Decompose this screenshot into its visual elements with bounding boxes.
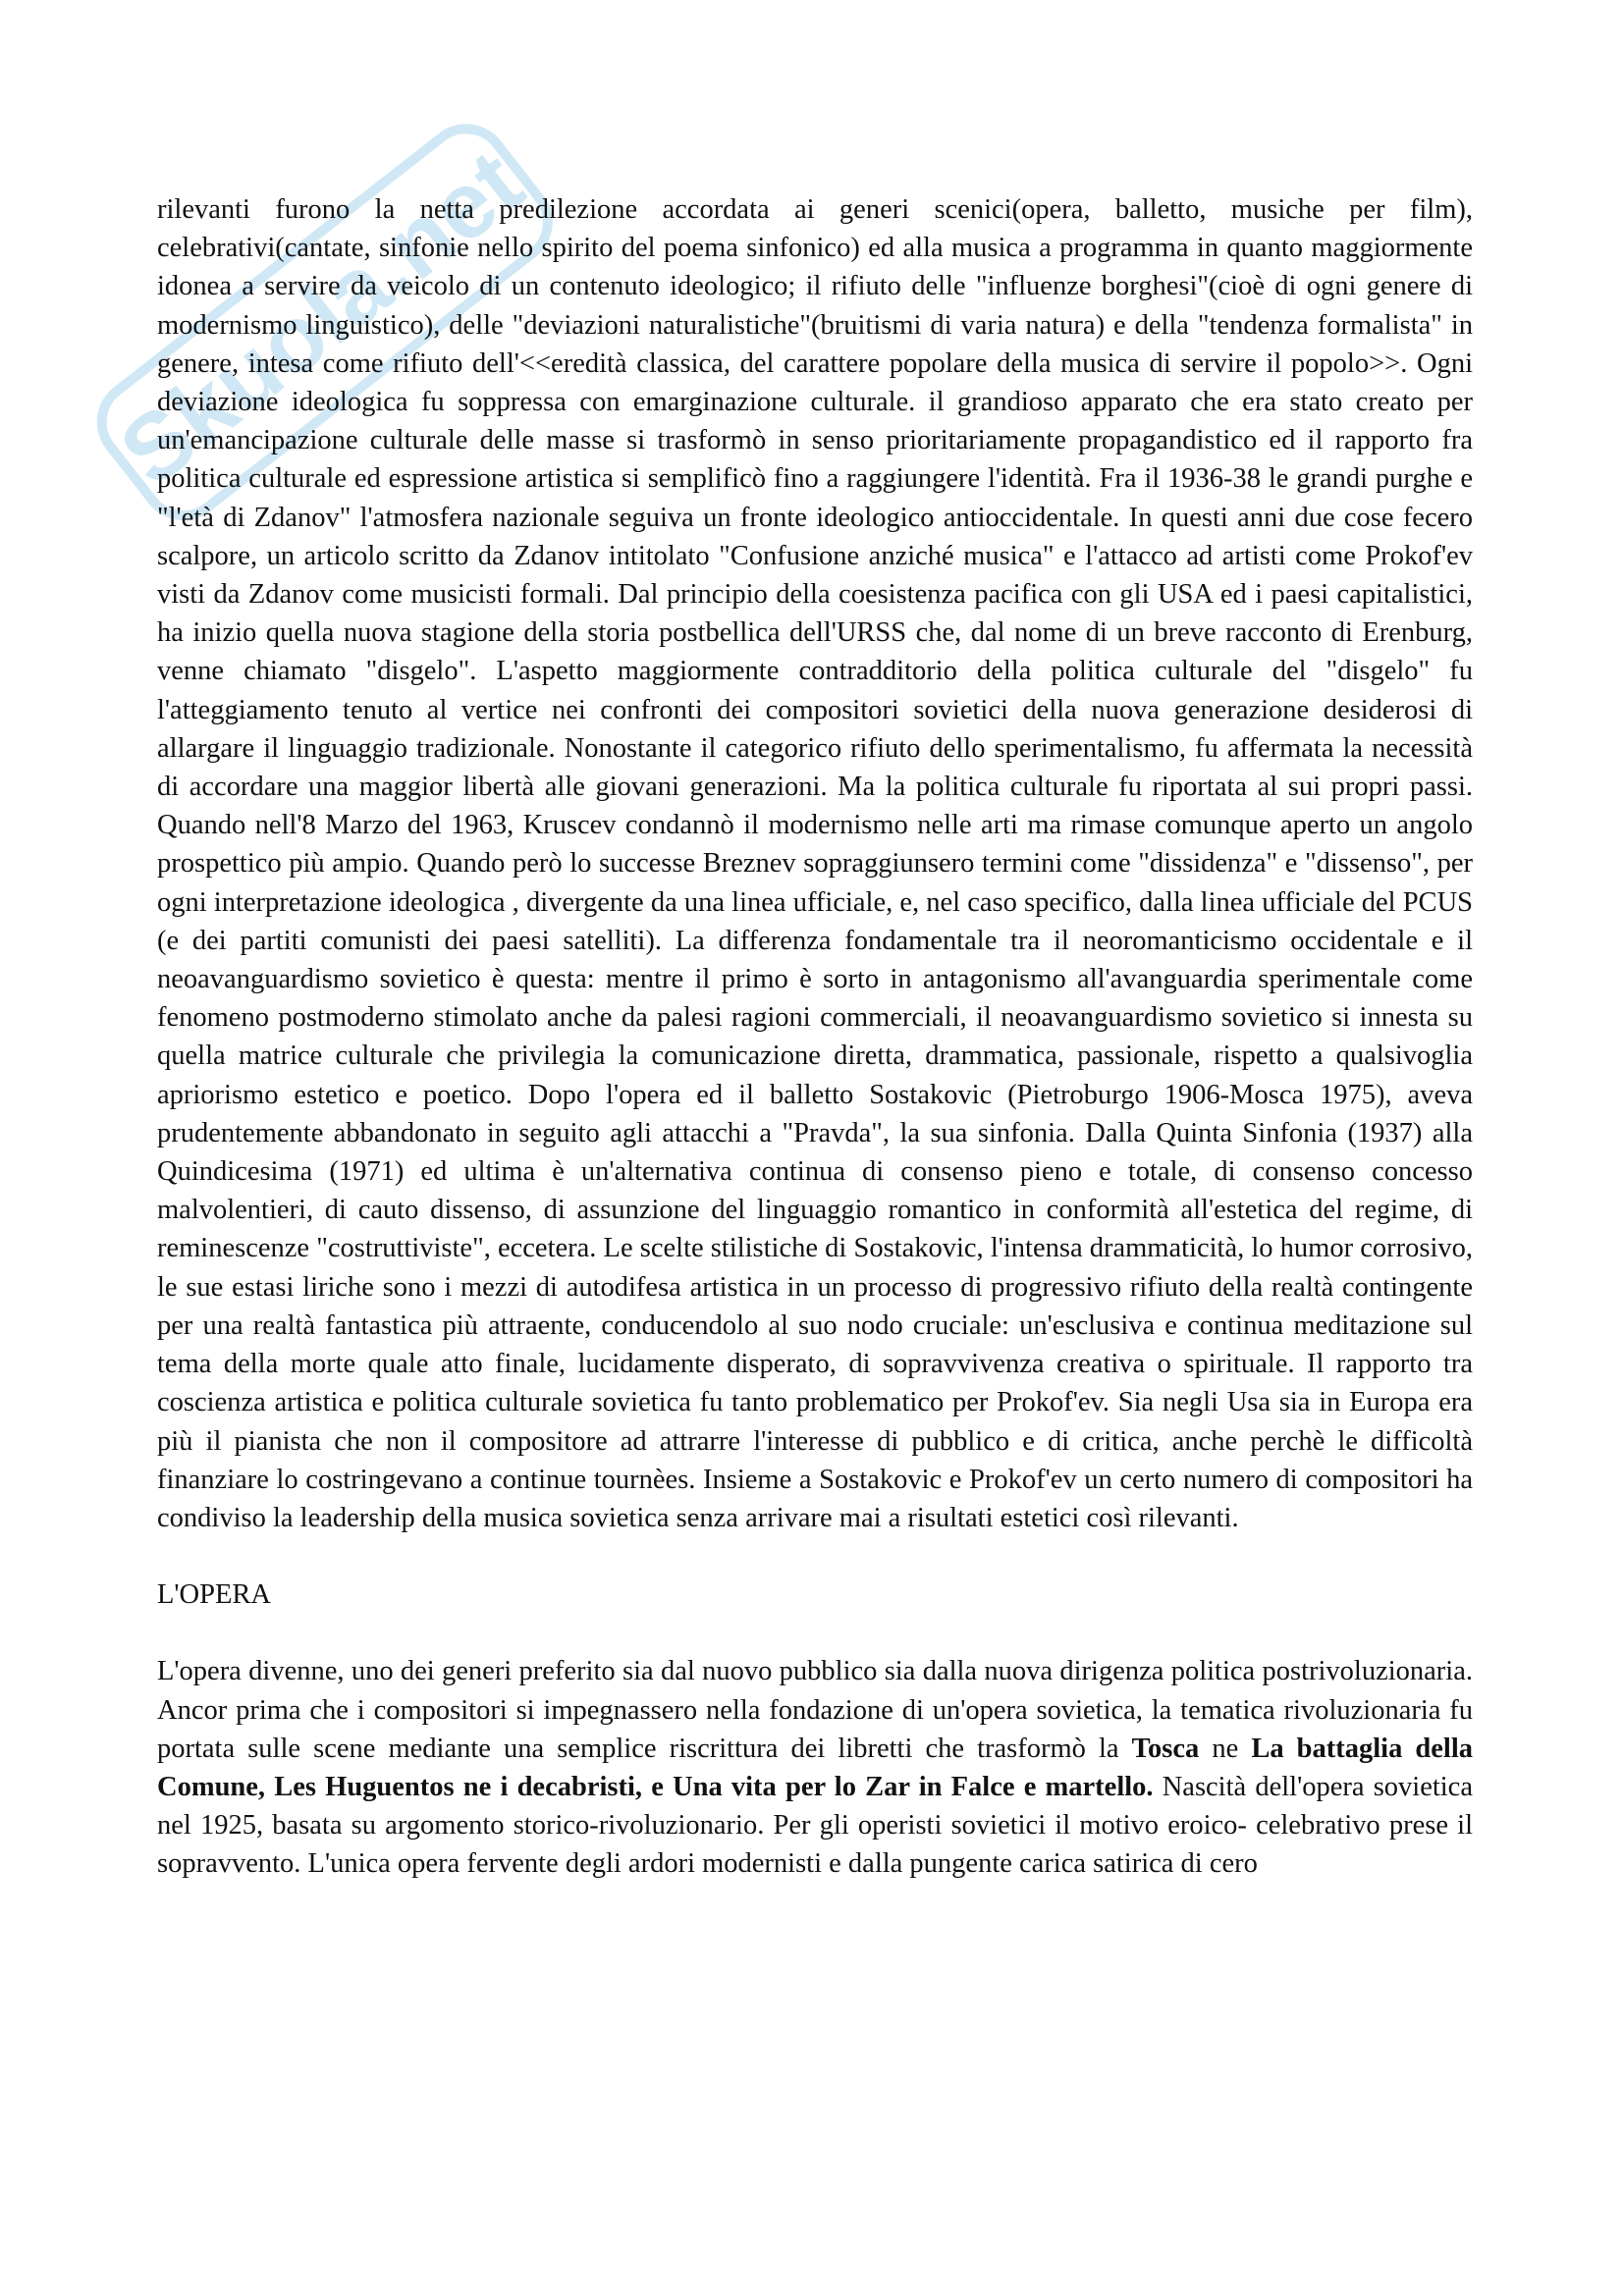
document-body [157,190,1473,1884]
body-paragraph: rilevanti furono la netta predilezione accordata ai generi scenici(opera, balletto, musiche per film), celebrativi(cantate, sinfonie nello spirito del poema sinfonico) ed alla musica a programma in quanto maggiormente idonea a servire da veicolo di un contenuto ideologico; il rifiuto delle "influenze borghesi"(cioè di ogni genere di modernismo linguistico), delle "deviazioni naturalistiche"(bruitismi di varia natura) e della "tendenza formalista" in genere, intesa come rifiuto dell'<<eredità classica, del carattere popolare della musica di servire il popolo>>. Ogni deviazione ideologica fu soppressa con emarginazione culturale. il grandioso apparato che era stato creato per un'emancipazione culturale delle masse si trasformò in senso prioritariamente propagandistico ed il rapporto fra politica culturale ed espressione artistica si semplificò fino a raggiungere l'identità. Fra il 1936-38 le grandi purghe e "l'età di Zdanov" l'atmosfera nazionale seguiva un fronte ideologico antioccidentale. In questi anni due cose fecero scalpore, un articolo scritto da Zdanov intitolato "Confusione anziché musica" e l'attacco ad artisti come Prokof'ev visti da Zdanov come musicisti formali. Dal principio della coesistenza pacifica con gli USA ed i paesi capitalistici, ha inizio quella nuova stagione della storia postbellica dell'URSS che, dal nome di un breve racconto di Erenburg, venne chiamato "disgelo". L'aspetto maggiormente contradditorio della politica culturale del "disgelo" fu l'atteggiamento tenuto al vertice nei confronti dei compositori sovietici della nuova generazione desiderosi di allargare il linguaggio tradizionale. Nonostante il categorico rifiuto dello sperimentalismo, fu affermata la necessità di accordare una maggior libertà alle giovani generazioni. Ma la politica culturale fu riportata al sui propri passi. Quando nell'8 Marzo del 1963, Kruscev condannò il modernismo nelle arti ma rimase comunque aperto un angolo prospettico più ampio. Quando però lo successe Breznev sopraggiunsero termini come "dissidenza" e "dissenso", per ogni interpretazione ideologica , divergente da una linea ufficiale, e, nel caso specifico, dalla linea ufficiale del PCUS (e dei partiti comunisti dei paesi satelliti). La differenza fondamentale tra il neoromanticismo occidentale e il neoavanguardismo sovietico è questa: mentre il primo è sorto in antagonismo all'avanguardia sperimentale come fenomeno postmoderno stimolato anche da palesi ragioni commerciali, il neoavanguardismo sovietico si innesta su quella matrice culturale che privilegia la comunicazione diretta, drammatica, passionale, rispetto a qualsivoglia apriorismo estetico e poetico. Dopo l'opera ed il balletto Sostakovic (Pietroburgo 1906-Mosca 1975), aveva prudentemente abbandonato in seguito agli attacchi a "Pravda", la sua sinfonia. Dalla Quinta Sinfonia (1937) alla Quindicesima (1971) ed ultima è un'alternativa continua di consenso pieno e totale, di consenso concesso malvolentieri, di cauto dissenso, di assunzione del linguaggio romantico in conformità all'estetica del regime, di reminescenze "costruttiviste", eccetera. Le scelte stilistiche di Sostakovic, l'intensa drammaticità, lo humor corrosivo, le sue estasi liriche sono i mezzi di autodifesa artistica in un processo di progressivo rifiuto della realtà contingente per una realtà fantastica più attraente, conducendolo al suo nodo cruciale: un'esclusiva e continua meditazione sul tema della morte quale atto finale, lucidamente disperato, di sopravvivenza creativa o spirituale. Il rapporto tra coscienza artistica e politica culturale sovietica fu tanto problematico per Prokof'ev. Sia negli Usa sia in Europa era più il pianista che non il compositore ad attrarre l'interesse di pubblico e di critica, anche perchè le difficoltà finanziare lo costringevano a continue tournèes. Insieme a Sostakovic e Prokof'ev un certo numero di compositori ha condiviso la leadership della musica sovietica senza arrivare mai a risultati estetici così rilevanti. [157,194,1473,1533]
paragraph-text: ne [1199,1733,1252,1764]
bold-title: Tosca [1131,1733,1200,1764]
bold-title: La battaglia della Comune, Les Huguentos ne i decabristi, e Una vita per lo Zar in Falce e martello. [157,1733,1473,1802]
paragraph-text: L'opera divenne, uno dei generi preferito sia dal nuovo pubblico sia dalla nuova dirigenza politica postrivoluzionaria. Ancor prima che i compositori si impegnassero nella fondazione di un'opera sovietica, la tematica rivoluzionaria fu portata sulle scene mediante una semplice riscrittura dei libretti che trasformò la [157,1656,1473,1764]
paragraph-text: Nascità dell'opera sovietica nel 1925, basata su argomento storico-rivoluzionario. Per gli operisti sovietici il motivo eroico- celebrativo prese il sopravvento. L'unica opera fervente degli ardori modernisti e dalla pungente carica satirica di cero [157,1771,1473,1880]
watermark-text: Skuola.net [101,130,542,507]
section-heading: L'OPERA [157,1579,271,1611]
body-paragraph [157,1652,1473,1883]
